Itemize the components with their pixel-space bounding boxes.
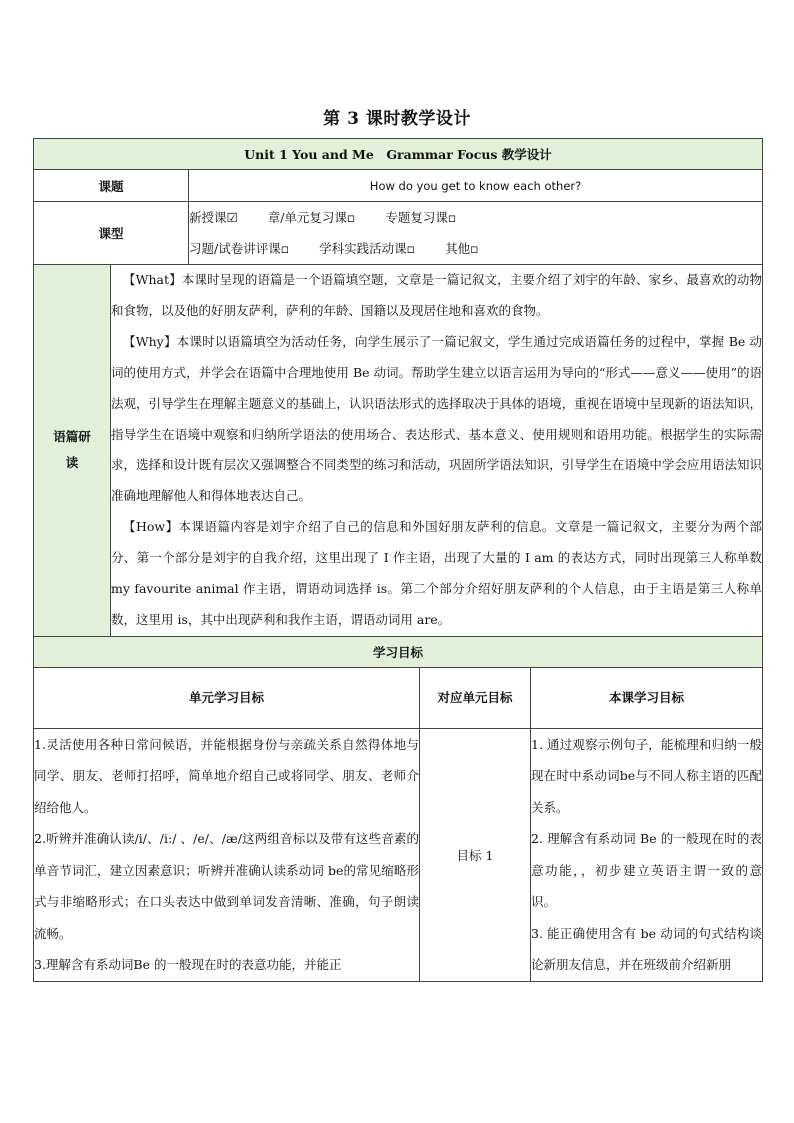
lesson-type-line-2: [189, 233, 762, 264]
mapping-header: 对应单元目标: [420, 667, 531, 728]
lesson-design-table: [33, 138, 763, 982]
unit-goal-item: 3.理解含有系动词Be 的一般现在时的表意功能，并能正: [34, 957, 342, 973]
option-new-lesson: 新授课☑: [189, 210, 238, 225]
lesson-type-line-1: [189, 202, 762, 233]
option-other: 其他▫: [445, 241, 479, 256]
goals-section-title: 学习目标: [34, 636, 763, 667]
why-paragraph: 【Why】本课时以语篇填空为活动任务，向学生展示了一篇记叙文，学生通过完成语篇任务的过程中，掌握 Be 动词的使用方式，并学会在语篇中合理地使用 Be 动词。帮助学生建立以语言运用为导向的“形式——意义——使用”的语法观，引导学生在理解主题意义的基础上，认识语法形式的选择取决于具体的语境，重视在语境中呈现新的语法知识，指导学生在语境中观察和归纳所学语法的使用场合、表达形式、基本意义、使用规则和语用功能。根据学生的实际需求，选择和设计既有层次又强调整合不同类型的练习和活动，巩固所学语法知识，引导学生在语境中学会应用语法知识准确地理解他人和得体地表达自己。: [111, 333, 763, 504]
text-analysis-content: [111, 265, 763, 637]
lesson-goal-item: 1. 通过观察示例句子，能梳理和归纳一般现在时中系动词be与不同人称主语的匹配关系。: [531, 736, 763, 815]
option-unit-review: 章/单元复习课▫: [267, 210, 356, 225]
lesson-goals-header: 本课学习目标: [531, 667, 763, 728]
lesson-goals-content: [531, 728, 763, 981]
unit-goal-item: 1.灵活使用各种日常问候语，并能根据身份与亲疏关系自然得体地与同学、朋友、老师打招呼，简单地介绍自己或将同学、朋友、老师介绍给他人。: [34, 736, 419, 815]
page-title: 第 3 课时教学设计: [323, 109, 471, 129]
lesson-goal-item: 3. 能正确使用含有 be 动词的句式结构谈论新朋友信息，并在班级前介绍新朋: [531, 925, 763, 973]
unit-header: Unit 1 You and Me Grammar Focus 教学设计: [34, 139, 763, 170]
unit-goal-item: 2.听辨并准确认读/i/、/i:/ 、/e/、/æ/这两组音标以及带有这些音素的单音节词汇，建立因素意识；听辨并准确认读系动词 be的常见缩略形式与非缩略形式；在口头表达中做到单词发音清晰、准确，句子朗读流畅。: [34, 831, 419, 941]
lesson-type-options: [189, 202, 763, 265]
text-analysis-label: 语篇研读: [34, 265, 111, 637]
unit-goals-content: [34, 728, 420, 981]
lesson-label: 课题: [34, 170, 189, 202]
option-exercise-review: 习题/试卷讲评课▫: [189, 241, 290, 256]
mapping-value: 目标 1: [420, 728, 531, 981]
lesson-goal-item: 2. 理解含有系动词 Be 的一般现在时的表意功能，，初步建立英语主谓一致的意识。: [531, 831, 763, 910]
how-paragraph: 【How】本课语篇内容是刘宇介绍了自己的信息和外国好朋友萨利的信息。文章是一篇记叙文，主要分为两个部分、第一个部分是刘宇的自我介绍，这里出现了 I 作主语，出现了大量的 I am 的表达方式，同时出现第三人称单数 my favourite animal 作主语，谓语动词选择 is。第二个部分介绍好朋友萨利的个人信息，由于主语是第三人称单数，这里用 is，其中出现萨利和我作主语，谓语动词用 are。: [111, 519, 763, 627]
option-topic-review: 专题复习课▫: [385, 210, 457, 225]
what-paragraph: 【What】本课时呈现的语篇是一个语篇填空题，文章是一篇记叙文，主要介绍了刘宇的年龄、家乡、最喜欢的动物和食物，以及他的好朋友萨利，萨利的年龄、国籍以及现居住地和喜欢的食物。: [111, 272, 763, 318]
lesson-title: How do you get to know each other?: [189, 170, 763, 202]
option-practice-activity: 学科实践活动课▫: [319, 241, 416, 256]
unit-goals-header: 单元学习目标: [34, 667, 420, 728]
lesson-type-label: 课型: [34, 202, 189, 265]
